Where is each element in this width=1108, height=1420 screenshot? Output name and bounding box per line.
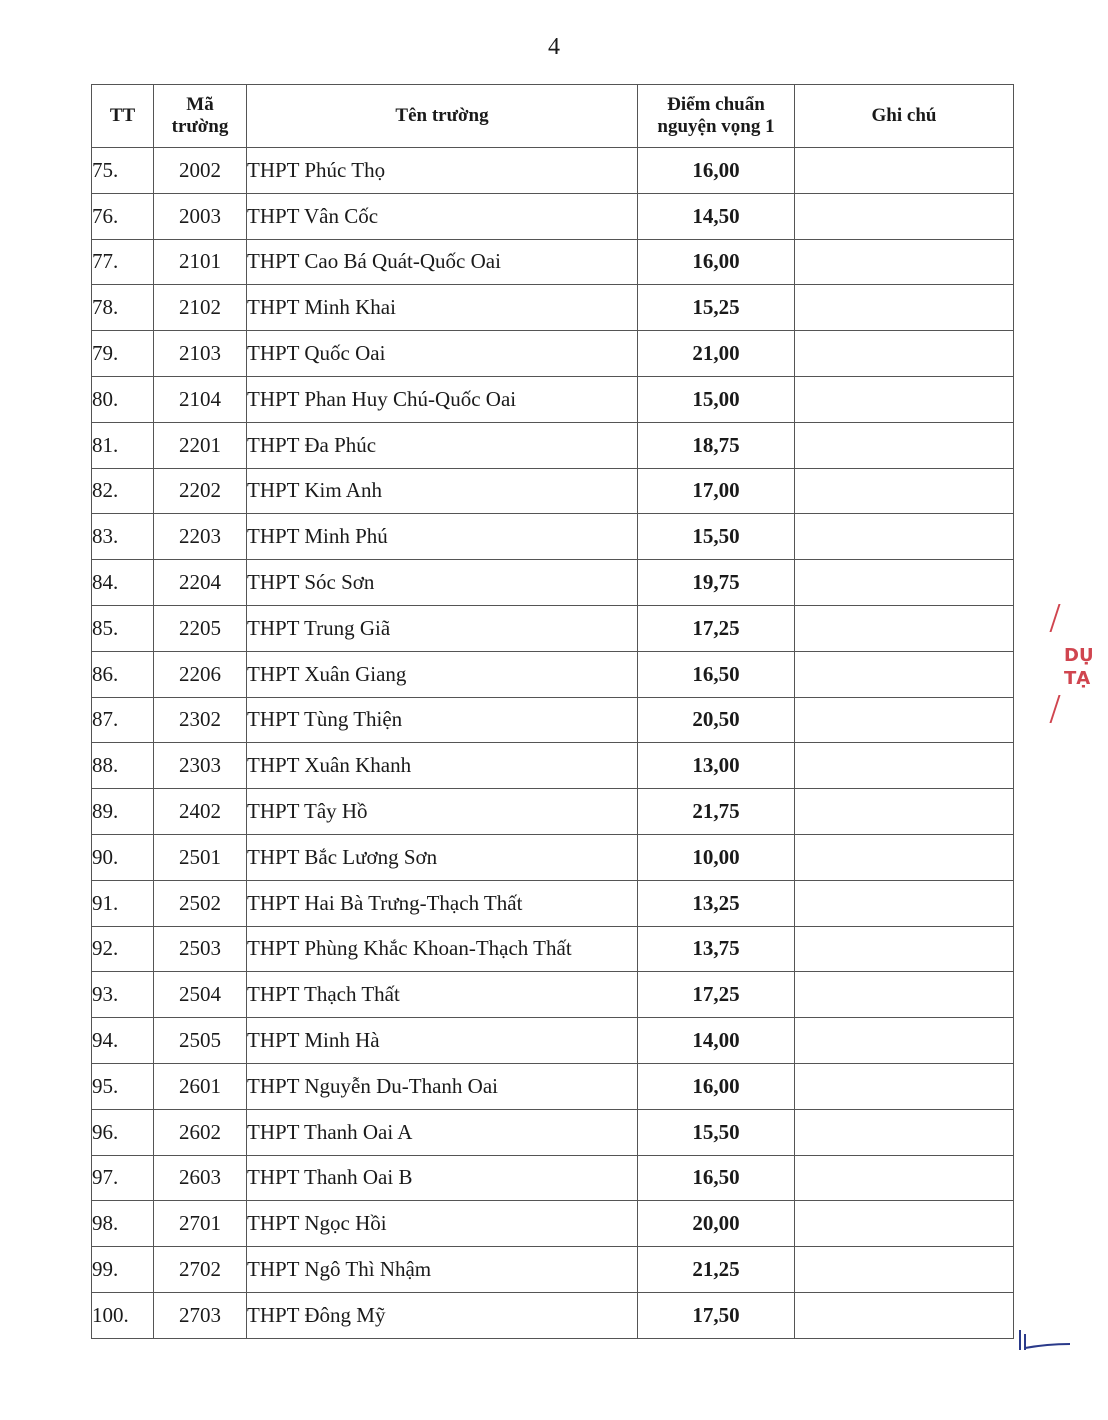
cell-school-name: THPT Vân Cốc [247,193,638,239]
cell-school-code: 2701 [154,1201,247,1247]
stamp-text-line1: DỤ [1064,645,1094,666]
cell-school-name: THPT Xuân Khanh [247,743,638,789]
header-school-code-line1: Mã [186,94,214,116]
table-row [92,1292,1014,1338]
cell-note [795,422,1014,468]
cell-note [795,1247,1014,1293]
cell-school-name: THPT Ngọc Hồi [247,1201,638,1247]
cell-tt: 95. [92,1063,154,1109]
table-row [92,468,1014,514]
cell-note [795,1063,1014,1109]
cell-note [795,514,1014,560]
cell-school-name: THPT Sóc Sơn [247,560,638,606]
table-row [92,926,1014,972]
signature-mark [1016,1328,1072,1354]
cell-note [795,697,1014,743]
cell-note [795,789,1014,835]
cell-score: 16,50 [638,651,795,697]
cell-school-code: 2703 [154,1292,247,1338]
cell-score: 19,75 [638,560,795,606]
cell-school-code: 2502 [154,880,247,926]
cell-school-name: THPT Thanh Oai A [247,1109,638,1155]
cell-school-code: 2503 [154,926,247,972]
cell-note [795,743,1014,789]
cell-school-code: 2402 [154,789,247,835]
header-school-code-line2: trường [171,116,229,137]
cell-school-name: THPT Tùng Thiện [247,697,638,743]
cell-note [795,926,1014,972]
cell-note [795,1292,1014,1338]
cell-school-name: THPT Phúc Thọ [247,148,638,194]
cell-score: 10,00 [638,834,795,880]
table-row [92,1247,1014,1293]
cell-score: 21,00 [638,331,795,377]
table-row [92,789,1014,835]
cell-school-code: 2102 [154,285,247,331]
table-row [92,148,1014,194]
table-row [92,1201,1014,1247]
cell-tt: 82. [92,468,154,514]
table-row [92,331,1014,377]
table-row [92,193,1014,239]
table-row [92,605,1014,651]
cell-score: 16,00 [638,148,795,194]
cell-score: 21,75 [638,789,795,835]
stamp-mark [1049,604,1082,632]
red-stamp-fragment [1046,600,1094,735]
cell-note [795,651,1014,697]
cell-tt: 87. [92,697,154,743]
cell-note [795,193,1014,239]
cell-tt: 84. [92,560,154,606]
cell-score: 17,00 [638,468,795,514]
cell-score: 15,50 [638,514,795,560]
table-row [92,743,1014,789]
table-row [92,376,1014,422]
cell-school-code: 2501 [154,834,247,880]
cell-school-name: THPT Phùng Khắc Khoan-Thạch Thất [247,926,638,972]
cell-school-code: 2702 [154,1247,247,1293]
cell-school-name: THPT Ngô Thì Nhậm [247,1247,638,1293]
cell-school-code: 2205 [154,605,247,651]
cell-school-code: 2101 [154,239,247,285]
cell-note [795,239,1014,285]
cell-school-code: 2202 [154,468,247,514]
cell-score: 16,50 [638,1155,795,1201]
table-row [92,560,1014,606]
cell-school-name: THPT Minh Phú [247,514,638,560]
cell-school-code: 2201 [154,422,247,468]
cell-note [795,880,1014,926]
cell-tt: 92. [92,926,154,972]
cell-school-name: THPT Tây Hồ [247,789,638,835]
stamp-mark-lower [1049,695,1082,723]
cell-school-code: 2206 [154,651,247,697]
cell-school-name: THPT Xuân Giang [247,651,638,697]
cell-score: 15,50 [638,1109,795,1155]
cell-tt: 94. [92,1018,154,1064]
cell-school-code: 2203 [154,514,247,560]
header-tt: TT [92,85,154,148]
table-row [92,1109,1014,1155]
cell-score: 13,75 [638,926,795,972]
cell-note [795,834,1014,880]
cell-note [795,1155,1014,1201]
cell-tt: 98. [92,1201,154,1247]
cell-score: 20,00 [638,1201,795,1247]
header-note: Ghi chú [795,85,1014,148]
cell-tt: 86. [92,651,154,697]
cell-school-code: 2505 [154,1018,247,1064]
cell-note [795,331,1014,377]
cell-tt: 78. [92,285,154,331]
cell-score: 14,50 [638,193,795,239]
cell-school-code: 2601 [154,1063,247,1109]
table-row [92,834,1014,880]
header-score-line2: nguyện vọng 1 [657,116,775,137]
cell-note [795,376,1014,422]
cell-score: 17,25 [638,605,795,651]
cell-note [795,1201,1014,1247]
cell-score: 16,00 [638,1063,795,1109]
cell-school-name: THPT Bắc Lương Sơn [247,834,638,880]
cell-tt: 100. [92,1292,154,1338]
cell-note [795,285,1014,331]
cell-score: 20,50 [638,697,795,743]
cell-school-code: 2603 [154,1155,247,1201]
cell-score: 17,25 [638,972,795,1018]
table-row [92,651,1014,697]
cell-school-name: THPT Phan Huy Chú-Quốc Oai [247,376,638,422]
cell-school-name: THPT Thanh Oai B [247,1155,638,1201]
cell-school-name: THPT Thạch Thất [247,972,638,1018]
cell-tt: 88. [92,743,154,789]
cell-tt: 85. [92,605,154,651]
cell-tt: 93. [92,972,154,1018]
cell-tt: 81. [92,422,154,468]
cell-tt: 99. [92,1247,154,1293]
cell-score: 13,25 [638,880,795,926]
cell-tt: 77. [92,239,154,285]
table-row [92,239,1014,285]
table-header-row [92,85,1014,148]
table-row [92,880,1014,926]
cell-tt: 96. [92,1109,154,1155]
cell-school-code: 2204 [154,560,247,606]
cell-school-name: THPT Hai Bà Trưng-Thạch Thất [247,880,638,926]
cell-school-name: THPT Cao Bá Quát-Quốc Oai [247,239,638,285]
admission-score-table [91,84,1014,1339]
cell-school-code: 2504 [154,972,247,1018]
cell-score: 17,50 [638,1292,795,1338]
cell-tt: 83. [92,514,154,560]
table-row [92,285,1014,331]
cell-tt: 90. [92,834,154,880]
cell-school-name: THPT Trung Giã [247,605,638,651]
cell-score: 15,00 [638,376,795,422]
cell-school-code: 2303 [154,743,247,789]
cell-school-name: THPT Quốc Oai [247,331,638,377]
cell-school-name: THPT Đa Phúc [247,422,638,468]
cell-note [795,148,1014,194]
cell-school-code: 2003 [154,193,247,239]
cell-tt: 89. [92,789,154,835]
table-row [92,1063,1014,1109]
table-row [92,422,1014,468]
cell-score: 15,25 [638,285,795,331]
header-score [638,85,795,148]
header-school-name: Tên trường [247,85,638,148]
cell-tt: 97. [92,1155,154,1201]
table-row [92,697,1014,743]
cell-score: 18,75 [638,422,795,468]
table-body [92,148,1014,1339]
header-score-line1: Điểm chuẩn [667,94,765,116]
cell-note [795,605,1014,651]
table-row [92,972,1014,1018]
cell-note [795,560,1014,606]
cell-school-code: 2002 [154,148,247,194]
cell-school-code: 2103 [154,331,247,377]
page-number: 4 [548,34,560,60]
cell-note [795,972,1014,1018]
cell-score: 14,00 [638,1018,795,1064]
cell-tt: 75. [92,148,154,194]
cell-school-name: THPT Nguyễn Du-Thanh Oai [247,1063,638,1109]
cell-school-code: 2302 [154,697,247,743]
stamp-text-line2: TẠ [1064,668,1091,690]
cell-school-code: 2104 [154,376,247,422]
table-row [92,514,1014,560]
cell-score: 16,00 [638,239,795,285]
cell-note [795,1109,1014,1155]
cell-school-name: THPT Đông Mỹ [247,1292,638,1338]
table-row [92,1018,1014,1064]
table-row [92,1155,1014,1201]
cell-school-name: THPT Minh Khai [247,285,638,331]
cell-school-name: THPT Minh Hà [247,1018,638,1064]
cell-tt: 79. [92,331,154,377]
cell-tt: 76. [92,193,154,239]
cell-school-name: THPT Kim Anh [247,468,638,514]
cell-note [795,1018,1014,1064]
cell-school-code: 2602 [154,1109,247,1155]
header-school-code [154,85,247,148]
cell-score: 21,25 [638,1247,795,1293]
cell-tt: 80. [92,376,154,422]
cell-score: 13,00 [638,743,795,789]
cell-tt: 91. [92,880,154,926]
cell-note [795,468,1014,514]
